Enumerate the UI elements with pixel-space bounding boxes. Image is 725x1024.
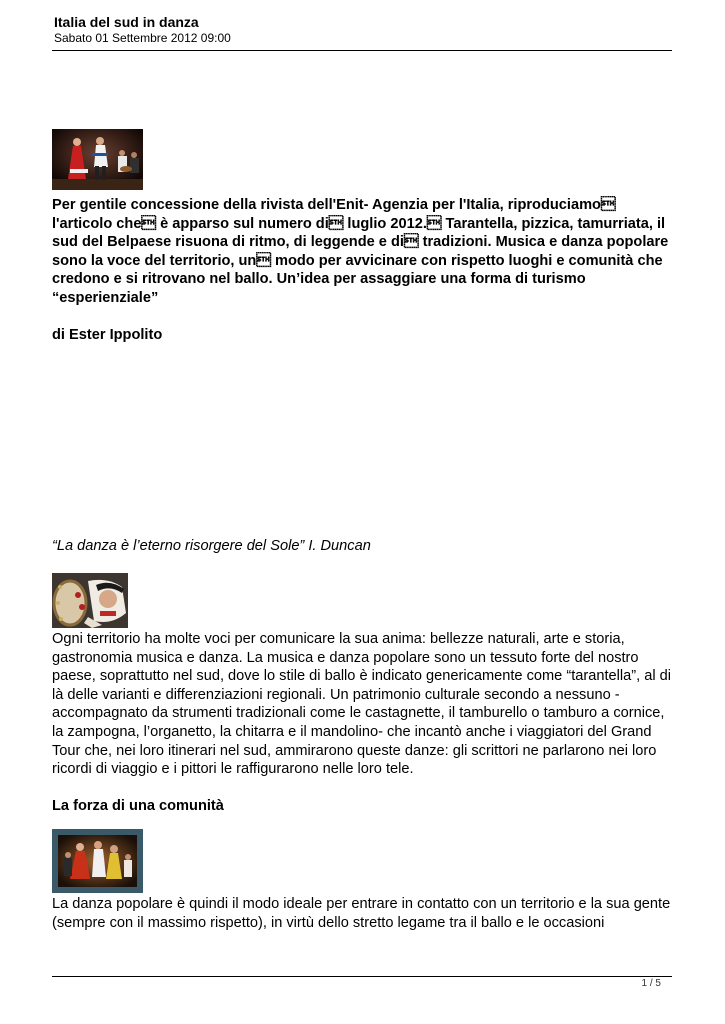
body-paragraph-1: Ogni territorio ha molte voci per comunicare la sua anima: bellezze naturali, arte e storia, gastronomia musica e danza. La musica e danza popolare sono un tessuto forte del nostro paese, soprattutto nel sud, dove lo stile di ballo è indicato genericamente come “tarantella”, al di là delle varianti e differenziazioni regionali. Un patrimonio culturale secondo a nessuno - accompagnato da strumenti tradizionali come le castagnette, il tamburello o tamburo a cornice, la zampogna, l’organetto, la chitarra e il mandolino- che incantò anche i viaggiatori del Grand Tour che, nei loro itinerari nel sud, ammirarono queste danze: gli scrittori ne parlarono nei loro ricordi di viaggio e i pittori le raffigurarono nelle loro tele. — [52, 631, 671, 778]
article-title: Italia del sud in danza — [54, 14, 199, 30]
body-section — [52, 630, 677, 816]
header-divider — [52, 50, 672, 51]
footer-divider — [52, 976, 672, 977]
dancers-photo — [52, 129, 143, 190]
intro-section — [52, 196, 677, 345]
tambourine-player-photo — [52, 573, 128, 628]
page-header — [54, 14, 672, 46]
body-paragraph-2: La danza popolare è quindi il modo ideale per entrare in contatto con un territorio e la sua gente (sempre con il massimo rispetto), in virtù dello stretto legame tra il ballo e le occasioni — [52, 896, 671, 931]
body-section-2 — [52, 895, 677, 932]
quote-section — [52, 537, 677, 556]
page-number: 1 / 5 — [641, 978, 661, 989]
folk-dance-photo — [52, 829, 143, 893]
author-byline: di Ester Ippolito — [52, 327, 163, 344]
section-heading: La forza di una comunità — [52, 798, 224, 815]
folk-dance-group-photo — [52, 829, 143, 893]
dancers-on-stage-photo — [52, 129, 143, 190]
intro-paragraph: Per gentile concessione della rivista dell'Enit- Agenzia per l'Italia, riproduciamo l'articolo che è apparso sul numero di luglio 2012. Tarantella, pizzica, tamurriata, il sud del Belpaese risuona di ritmo, di leggende e di tradizioni. Musica e danza popolare sono la voce del territorio, un modo per avvicinare con rispetto luoghi e comunità che credono e si ritrovano nel ballo. Un’idea per assaggiare una forma di turismo “esperienziale” — [52, 197, 669, 306]
epigraph-quote: “La danza è l’eterno risorgere del Sole” I. Duncan — [52, 538, 371, 554]
tambourine-photo — [52, 573, 128, 628]
article-date: Sabato 01 Settembre 2012 09:00 — [54, 31, 231, 45]
